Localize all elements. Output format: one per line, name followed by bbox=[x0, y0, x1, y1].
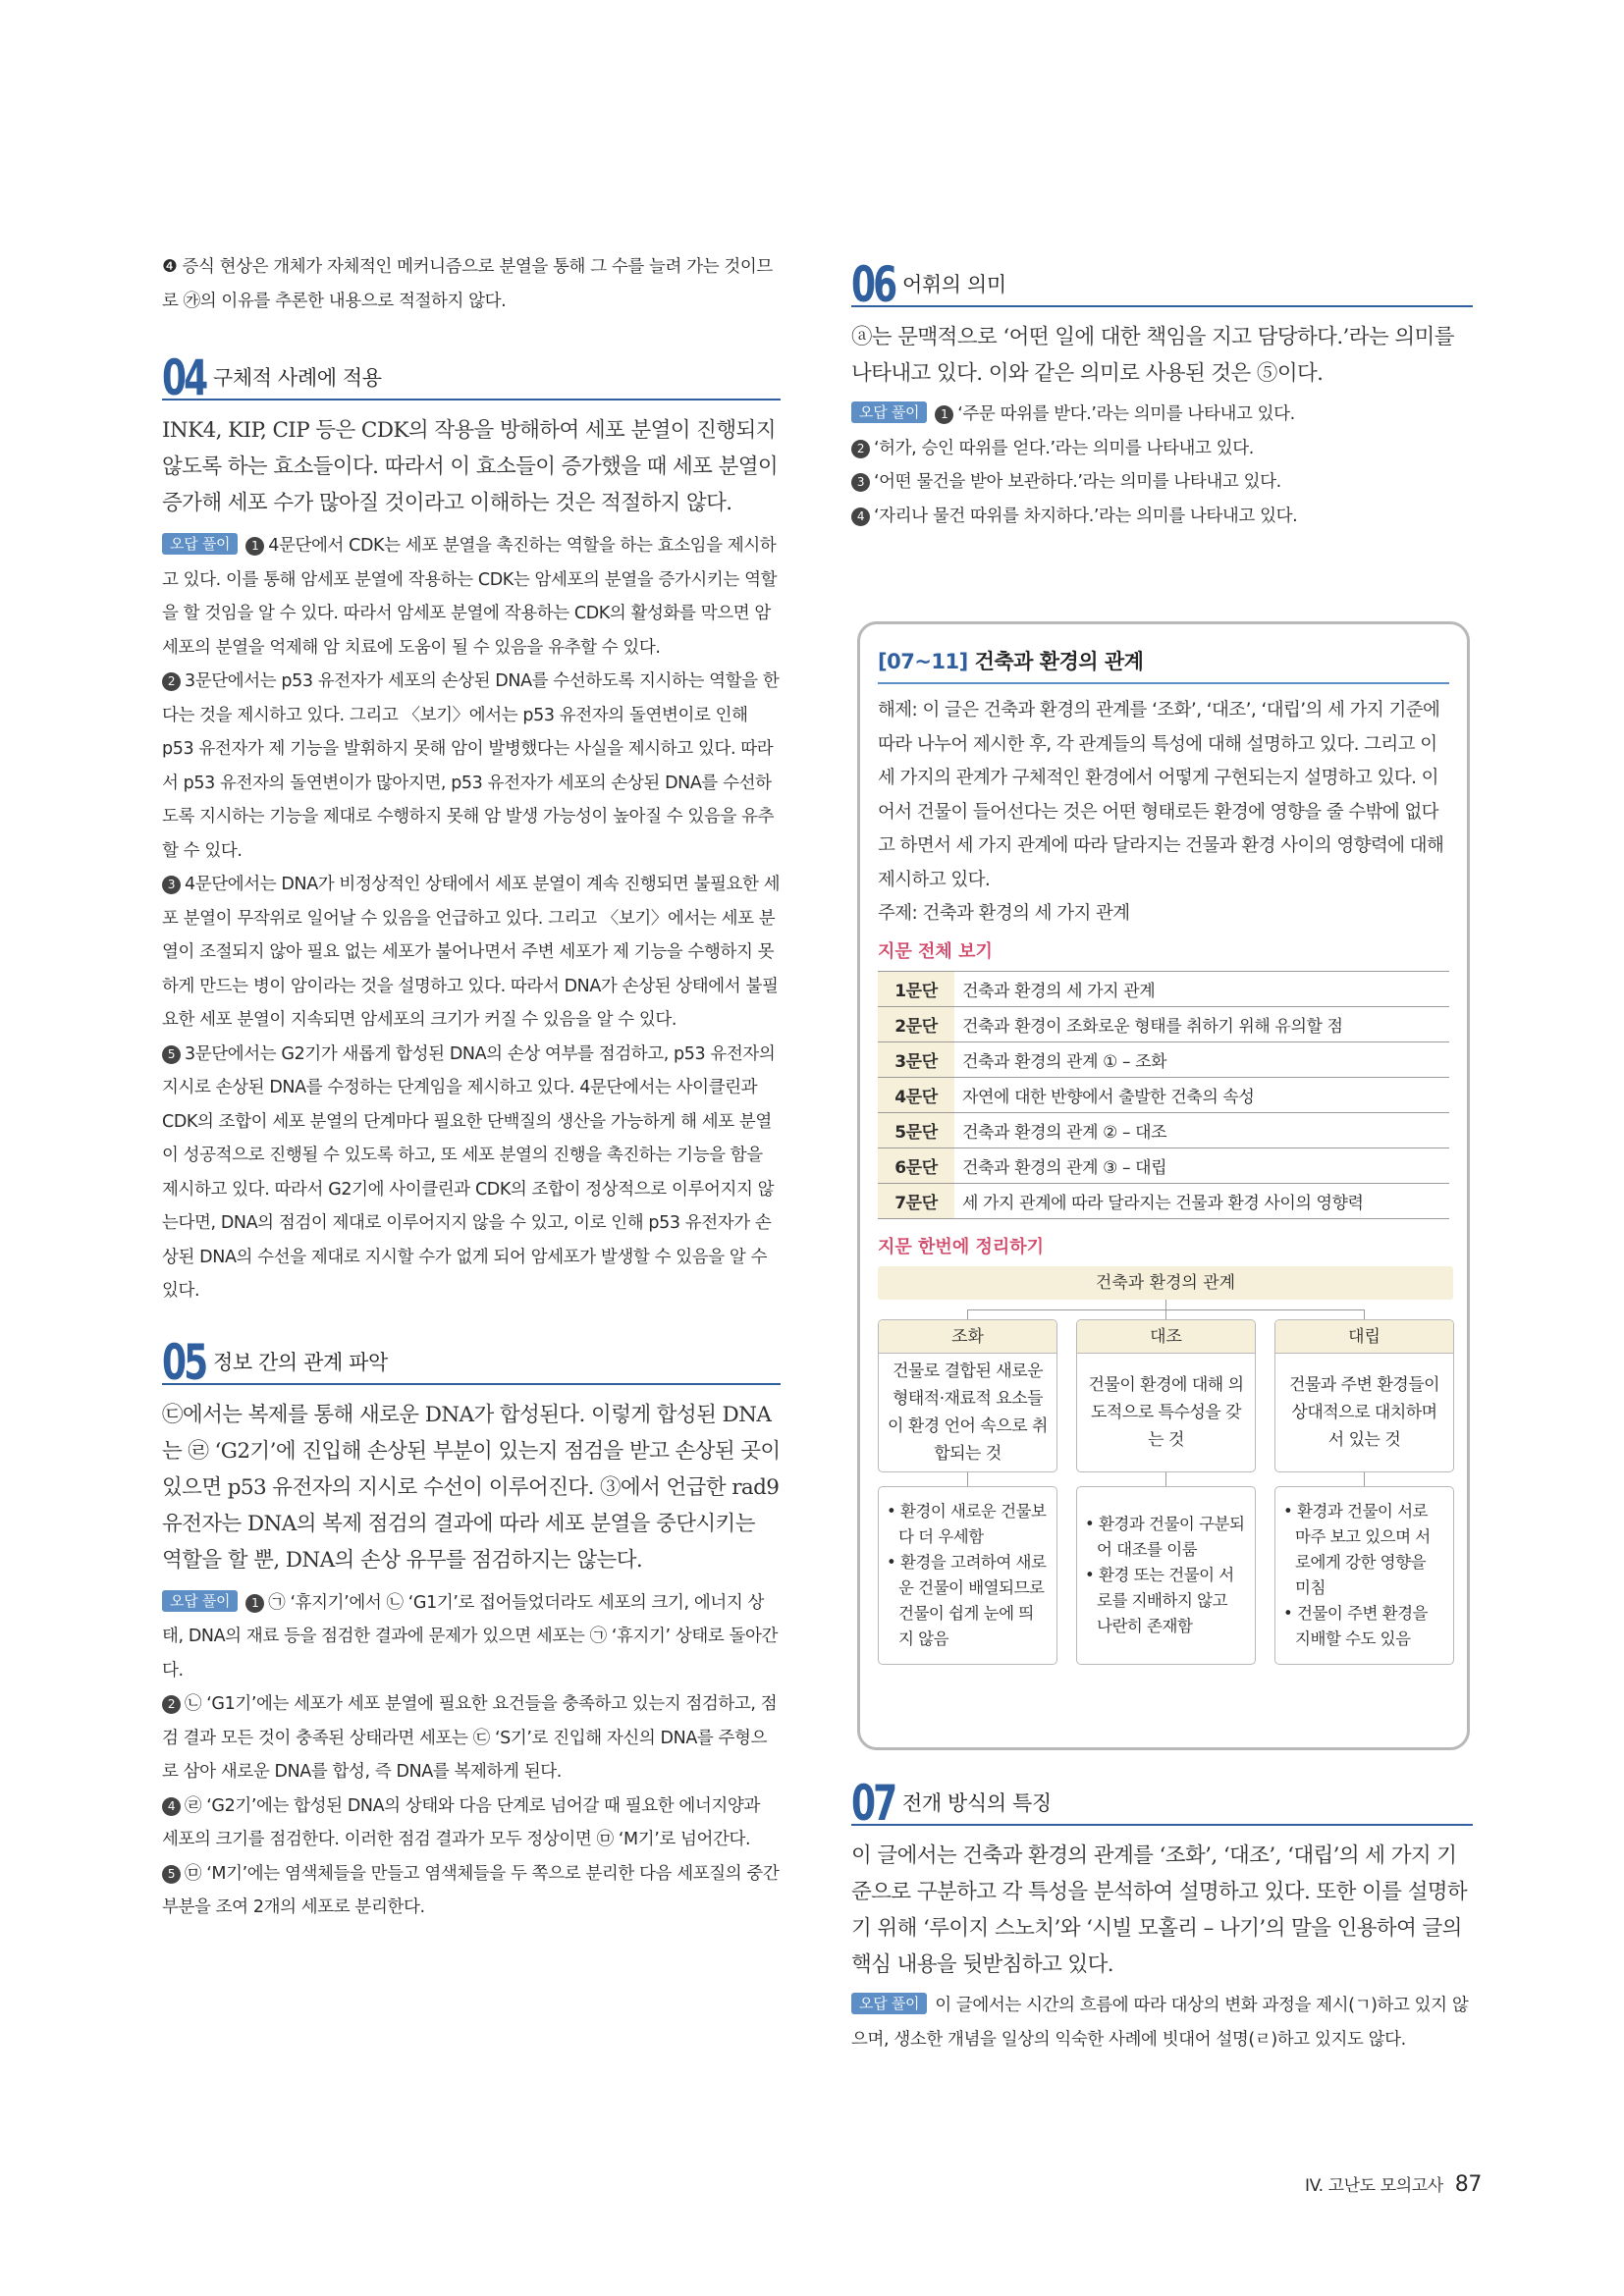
feature-item: • 환경이 새로운 건물보다 더 우세함 bbox=[887, 1501, 1047, 1546]
wrong-answer-text: 3문단에서는 G2기가 새롭게 합성된 DNA의 손상 여부를 점검하고, p53 유전자의 지시로 손상된 DNA를 수정하는 단계임을 제시하고 있다. 4문단에서는 사이클린과 CDK의 조합이 세포 분열의 단계마다 필요한 단백질의 생산을 가능하게 해 세포 분열이 성공적으로 진행될 수 있도록 하고, 또 세포 분열의 진행을 촉진하는 기능을 함을 제시하고 있다. 따라서 G2기에 사이클린과 CDK의 조합이 정상적으로 이루어지지 않는다면, DNA의 점검이 제대로 이루어지지 않을 수 있고, 이로 인해 p53 유전자가 손상된 DNA의 수선을 제대로 지시할 수가 없게 되어 암세포가 발생할 수 있음을 알 수 있다. bbox=[162, 1043, 776, 1301]
choice-number-icon: 5 bbox=[162, 1865, 181, 1884]
choice-number-icon: 3 bbox=[851, 473, 870, 492]
overview-label: 지문 전체 보기 bbox=[878, 940, 993, 962]
feature-item: • 건물이 주변 환경을 지배할 수도 있음 bbox=[1283, 1603, 1428, 1648]
table-row: 2문단 건축과 환경이 조화로운 형태를 취하기 위해 유의할 점 bbox=[878, 1006, 1449, 1041]
choice-number-icon: 3 bbox=[162, 876, 181, 894]
wrong-answer-badge: 오답 풀이 bbox=[851, 401, 927, 423]
diagram-root: 건축과 환경의 관계 bbox=[878, 1266, 1453, 1300]
section-07 bbox=[851, 1767, 1473, 2056]
relation-definition: 건물로 결합된 새로운 형태적·재료적 요소들이 환경 언어 속으로 취합되는 것 bbox=[888, 1361, 1048, 1464]
section-title: 어휘의 의미 bbox=[902, 273, 1006, 296]
section-06-answer: ⓐ는 문맥적으로 ‘어떤 일에 대한 책임을 지고 담당하다.’라는 의미를 나타내고 있다. 이와 같은 의미로 사용된 것은 ⑤이다. bbox=[851, 325, 1454, 386]
passage-summary-box bbox=[857, 621, 1470, 1750]
connector-line bbox=[1364, 1309, 1365, 1319]
harmony-features bbox=[878, 1486, 1057, 1665]
section-number: 05 bbox=[162, 1333, 206, 1391]
relation-name: 대조 bbox=[1077, 1320, 1255, 1354]
summary-label: 지문 한번에 정리하기 bbox=[878, 1236, 1045, 1257]
relation-name: 대립 bbox=[1275, 1320, 1453, 1354]
contrast-features bbox=[1076, 1486, 1256, 1665]
choice-number-icon: 4 bbox=[851, 507, 870, 526]
intro-paragraph: ❹ 증식 현상은 개체가 자체적인 메커니즘으로 분열을 통해 그 수를 늘려 가는 것이므로 ㉮의 이유를 추론한 내용으로 적절하지 않다. bbox=[162, 257, 773, 311]
table-row: 7문단 세 가지 관계에 따라 달라지는 건물과 환경 사이의 영향력 bbox=[878, 1183, 1449, 1218]
choice-number-icon: 1 bbox=[245, 537, 264, 556]
connector-line bbox=[1364, 1472, 1365, 1486]
feature-item: • 환경과 건물이 서로 마주 보고 있으며 서로에게 강한 영향을 미침 bbox=[1283, 1501, 1431, 1597]
feature-item: • 환경을 고려하여 새로운 건물이 배열되므로 건물이 쉽게 눈에 띄지 않음 bbox=[887, 1552, 1047, 1648]
section-07-answer: 이 글에서는 건축과 환경의 관계를 ‘조화’, ‘대조’, ‘대립’의 세 가지 기준으로 구분하고 각 특성을 분석하여 설명하고 있다. 또한 이를 설명하기 위해 ‘루이지 스노치’와 ‘시빌 모홀리 – 나기’의 말을 인용하여 글의 핵심 내용을 뒷받침하고 있다. bbox=[851, 1843, 1468, 1977]
section-number: 07 bbox=[851, 1775, 895, 1832]
left-column bbox=[162, 250, 781, 1925]
table-row: 5문단 건축과 환경의 관계 ② – 대조 bbox=[878, 1112, 1449, 1148]
relation-card-contrast bbox=[1076, 1319, 1256, 1472]
feature-item: • 환경과 건물이 구분되어 대조를 이룸 bbox=[1085, 1514, 1245, 1559]
connector-line bbox=[1165, 1472, 1166, 1486]
section-07-header bbox=[851, 1767, 1473, 1832]
relation-card-opposition bbox=[1274, 1319, 1454, 1472]
wrong-answer-text: 3문단에서는 p53 유전자가 세포의 손상된 DNA를 수선하도록 지시하는 역할을 한다는 것을 제시하고 있다. 그리고 〈보기〉에서는 p53 유전자의 돌연변이로 인해 p53 유전자가 제 기능을 발휘하지 못해 암이 발병했다는 사실을 제시하고 있다. 따라서 p53 유전자의 돌연변이가 많아지면, p53 유전자가 세포의 손상된 DNA를 수선하도록 지시하는 기능을 제대로 수행하지 못해 암 발생 가능성이 높아질 수 있음을 유추할 수 있다. bbox=[162, 671, 780, 861]
section-title: 전개 방식의 특징 bbox=[902, 1791, 1052, 1815]
relation-name: 조화 bbox=[879, 1320, 1056, 1354]
connector-line bbox=[967, 1309, 968, 1319]
section-07-wrong-answer bbox=[851, 1989, 1473, 2056]
connector-line bbox=[1165, 1309, 1166, 1319]
wrong-answer-text: ㉡ ‘G1기’에는 세포가 세포 분열에 필요한 요건들을 충족하고 있는지 점검하고, 점검 결과 모든 것이 충족된 상태라면 세포는 ㉢ ‘S기’로 진입해 자신의 DNA를 주형으로 삼아 새로운 DNA를 합성, 즉 DNA를 복제하게 된다. bbox=[162, 1694, 778, 1782]
section-05-header bbox=[162, 1326, 781, 1391]
relationship-diagram bbox=[878, 1266, 1449, 1698]
wrong-answer-text: ㉤ ‘M기’에는 염색체들을 만들고 염색체들을 두 쪽으로 분리한 다음 세포질의 중간 부분을 조여 2개의 세포로 분리한다. bbox=[162, 1863, 780, 1917]
table-row: 6문단 건축과 환경의 관계 ③ – 대립 bbox=[878, 1148, 1449, 1183]
section-title: 구체적 사례에 적용 bbox=[213, 366, 382, 390]
section-05-wrong-answers bbox=[162, 1586, 781, 1925]
wrong-answer-badge: 오답 풀이 bbox=[851, 1993, 927, 2014]
table-row: 3문단 건축과 환경의 관계 ① – 조화 bbox=[878, 1041, 1449, 1077]
feature-item: • 환경 또는 건물이 서로를 지배하지 않고 나란히 존재함 bbox=[1085, 1565, 1234, 1635]
relation-card-harmony bbox=[878, 1319, 1057, 1472]
relation-definition: 건물이 환경에 대해 의도적으로 특수성을 갖는 것 bbox=[1088, 1374, 1244, 1450]
paragraph-table bbox=[878, 971, 1449, 1219]
question-range: [07~11] bbox=[878, 650, 968, 673]
right-column bbox=[851, 250, 1473, 533]
section-05-answer: ㉢에서는 복제를 통해 새로운 DNA가 합성된다. 이렇게 합성된 DNA는 ㉣ ‘G2기’에 진입해 손상된 부분이 있는지 점검을 받고 손상된 곳이 있으면 p53 유전자의 지시로 수선이 이루어진다. ③에서 언급한 rad9 유전자는 DNA의 복제 점검의 결과에 따라 세포 분열을 중단시키는 역할을 할 뿐, DNA의 손상 유무를 점검하지는 않는다. bbox=[162, 1402, 781, 1573]
passage-title: 건축과 환경의 관계 bbox=[974, 650, 1144, 673]
section-title: 정보 간의 관계 파악 bbox=[213, 1350, 388, 1374]
section-04-header bbox=[162, 342, 781, 406]
choice-number-icon: 2 bbox=[162, 1695, 181, 1714]
table-row: 4문단 자연에 대한 반향에서 출발한 건축의 속성 bbox=[878, 1077, 1449, 1112]
wrong-answer-badge: 오답 풀이 bbox=[162, 533, 238, 555]
passage-summary: 해제: 이 글은 건축과 환경의 관계를 ‘조화’, ‘대조’, ‘대립’의 세 가지 기준에 따라 나누어 제시한 후, 각 관계들의 특성에 대해 설명하고 있다. 그리고 이 세 가지의 관계가 구체적인 환경에서 어떻게 구현되는지 설명하고 있다. 이어서 건물이 들어선다는 것은 어떤 형태로든 환경에 영향을 줄 수밖에 없다고 하면서 세 가지 관계에 따라 달라지는 건물과 환경 사이의 영향력에 대해 제시하고 있다. bbox=[878, 700, 1444, 890]
relation-definition: 건물과 주변 환경들이 상대적으로 대치하며 서 있는 것 bbox=[1288, 1374, 1440, 1450]
wrong-answer-text: ‘허가, 승인 따위를 얻다.’라는 의미를 나타내고 있다. bbox=[874, 438, 1254, 458]
connector-line bbox=[967, 1472, 968, 1486]
section-06-wrong-answers bbox=[851, 398, 1473, 533]
wrong-answer-text: ‘자리나 물건 따위를 차지하다.’라는 의미를 나타내고 있다. bbox=[874, 506, 1298, 526]
choice-number-icon: 1 bbox=[935, 405, 953, 424]
section-04-answer: INK4, KIP, CIP 등은 CDK의 작용을 방해하여 세포 분열이 진행되지 않도록 하는 효소들이다. 따라서 이 효소들이 증가했을 때 세포 분열이 증가해 세포 수가 많아질 것이라고 이해하는 것은 적절하지 않다. bbox=[162, 418, 779, 515]
wrong-answer-text: 이 글에서는 시간의 흐름에 따라 대상의 변화 과정을 제시(ㄱ)하고 있지 않으며, 생소한 개념을 일상의 익숙한 사례에 빗대어 설명(ㄹ)하고 있지도 않다. bbox=[851, 1996, 1469, 2050]
choice-number-icon: 2 bbox=[162, 672, 181, 691]
wrong-answer-text: ‘어떤 물건을 받아 보관하다.’라는 의미를 나타내고 있다. bbox=[874, 472, 1281, 492]
section-number: 06 bbox=[851, 256, 895, 313]
section-04-wrong-answers bbox=[162, 529, 781, 1308]
wrong-answer-text: 4문단에서 CDK는 세포 분열을 촉진하는 역할을 하는 효소임을 제시하고 있다. 이를 통해 암세포 분열에 작용하는 CDK는 암세포의 분열을 증가시키는 역할을 할 것임을 알 수 있다. 따라서 암세포 분열에 작용하는 CDK의 활성화를 막으면 암세포의 분열을 억제해 암 치료에 도움이 될 수 있음을 유추할 수 있다. bbox=[162, 536, 778, 658]
choice-number-icon: 5 bbox=[162, 1045, 181, 1064]
page-footer bbox=[1305, 2171, 1482, 2197]
passage-box-title bbox=[878, 646, 1449, 684]
page-number: 87 bbox=[1454, 2172, 1482, 2197]
table-row: 1문단 건축과 환경의 세 가지 관계 bbox=[878, 971, 1449, 1006]
choice-number-icon: 4 bbox=[162, 1797, 181, 1816]
choice-number-icon: 1 bbox=[245, 1594, 264, 1613]
section-06-header bbox=[851, 248, 1473, 313]
chapter-label: IV. 고난도 모의고사 bbox=[1304, 2176, 1443, 2196]
choice-number-icon: 2 bbox=[851, 440, 870, 458]
connector-line bbox=[1165, 1300, 1166, 1309]
wrong-answer-badge: 오답 풀이 bbox=[162, 1590, 238, 1612]
passage-theme: 주제: 건축과 환경의 세 가지 관계 bbox=[878, 903, 1130, 924]
section-number: 04 bbox=[162, 349, 206, 406]
wrong-answer-text: ‘주문 따위를 받다.’라는 의미를 나타내고 있다. bbox=[957, 404, 1295, 424]
opposition-features bbox=[1274, 1486, 1454, 1665]
wrong-answer-text: ㉣ ‘G2기’에는 합성된 DNA의 상태와 다음 단계로 넘어갈 때 필요한 에너지양과 세포의 크기를 점검한다. 이러한 점검 결과가 모두 정상이면 ㉤ ‘M기’로 넘어간다. bbox=[162, 1795, 760, 1849]
wrong-answer-text: 4문단에서는 DNA가 비정상적인 상태에서 세포 분열이 계속 진행되면 불필요한 세포 분열이 무작위로 일어날 수 있음을 언급하고 있다. 그리고 〈보기〉에서는 세포 분열이 조절되지 않아 필요 없는 세포가 불어나면서 주변 세포가 제 기능을 수행하지 못하게 만드는 병이 암이라는 것을 설명하고 있다. 따라서 DNA가 손상된 상태에서 불필요한 세포 분열이 지속되면 암세포의 크기가 커질 수 있음을 알 수 있다. bbox=[162, 875, 781, 1030]
wrong-answer-text: ㉠ ‘휴지기’에서 ㉡ ‘G1기’로 접어들었더라도 세포의 크기, 에너지 상태, DNA의 재료 등을 점검한 결과에 문제가 있으면 세포는 ㉠ ‘휴지기’ 상태로 돌아간다. bbox=[162, 1592, 779, 1681]
